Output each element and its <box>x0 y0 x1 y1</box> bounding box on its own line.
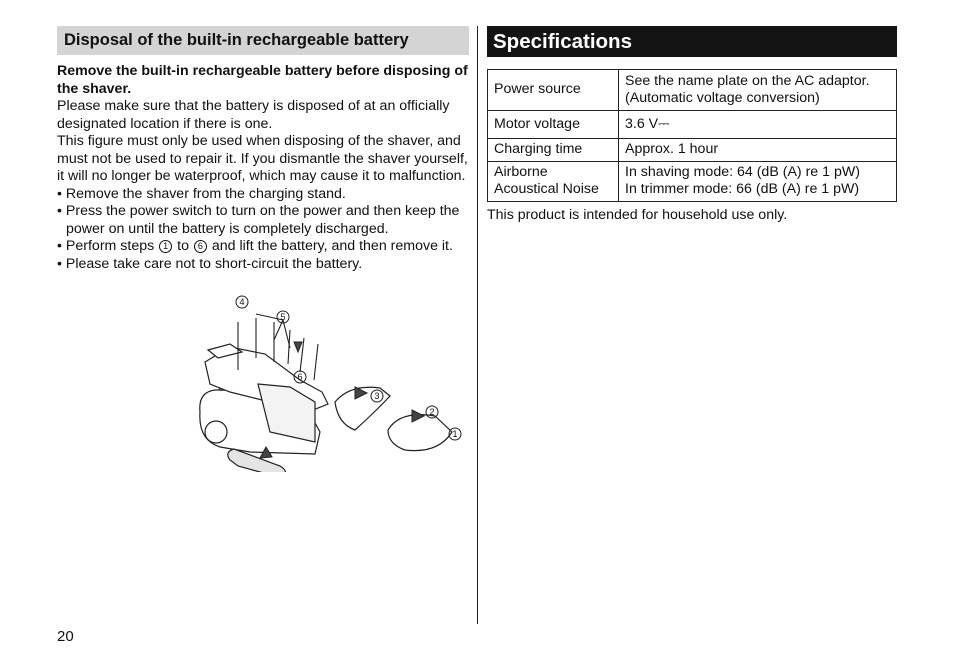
spec-value-noise-line1: In shaving mode: 64 (dB (A) re 1 pW) <box>625 163 860 180</box>
shaver-head-roller <box>205 421 227 443</box>
step-label-5: 5 <box>280 312 286 322</box>
step-label-3: 3 <box>374 391 380 401</box>
battery-removal-illustration <box>190 292 470 472</box>
lift-arrow-6 <box>294 342 302 352</box>
household-use-note: This product is intended for household use only. <box>487 206 788 223</box>
spec-label-noise <box>488 161 619 201</box>
leader-line-c <box>283 320 290 348</box>
spec-value-power-line2: (Automatic voltage conversion) <box>625 90 820 106</box>
spec-value-charging: Approx. 1 hour <box>619 139 897 162</box>
spec-value-power-line1: See the name plate on the AC adaptor. <box>625 72 870 89</box>
step-label-4: 4 <box>239 297 245 307</box>
bullet-short-circuit: • Please take care not to short-circuit the battery. <box>57 255 363 272</box>
disposal-section <box>57 26 469 273</box>
column-divider <box>477 26 478 624</box>
front-cover-shape <box>388 415 452 451</box>
step-first-number: 1 <box>159 240 172 253</box>
specifications-title: Specifications <box>487 26 897 57</box>
bullet-steps-mid: to <box>177 238 189 254</box>
page-number: 20 <box>57 628 74 645</box>
spec-value-motor-text: 3.6 V <box>625 115 659 132</box>
spec-value-power <box>619 70 897 111</box>
disposal-para-location: Please make sure that the battery is disposed of at an officially designated location if there is one. <box>57 98 450 132</box>
spec-label-motor: Motor voltage <box>488 111 619 139</box>
disposal-body <box>57 63 469 273</box>
dc-symbol-icon: ⎓ <box>658 115 670 132</box>
bullet-steps-pre: • Perform steps <box>57 238 155 254</box>
table-row <box>488 70 897 111</box>
spec-label-power: Power source <box>488 70 619 111</box>
table-row <box>488 111 897 139</box>
step-label-1: 1 <box>452 429 458 439</box>
bullet-remove-stand: • Remove the shaver from the charging stand. <box>57 185 346 202</box>
table-row <box>488 161 897 201</box>
spec-label-noise-line1: Airborne <box>494 163 548 180</box>
spec-label-noise-line2: Acoustical Noise <box>494 181 599 197</box>
specifications-table <box>487 69 897 202</box>
step-last-number: 6 <box>194 240 207 253</box>
leader-line-a <box>256 312 286 322</box>
step-label-6: 6 <box>297 372 303 382</box>
screw-line-6 <box>314 344 318 380</box>
spec-value-noise-line2: In trimmer mode: 66 (dB (A) re 1 pW) <box>625 181 860 197</box>
step-label-2: 2 <box>429 407 435 417</box>
disposal-intro: Remove the built-in rechargeable battery before disposing of the shaver. <box>57 63 468 97</box>
spec-label-charging: Charging time <box>488 139 619 162</box>
specifications-section <box>487 26 897 223</box>
table-row <box>488 139 897 162</box>
disposal-bullets <box>57 186 469 274</box>
bullet-discharge: • Press the power switch to turn on the power and then keep the power on until the battery is completely discharged. <box>57 203 460 237</box>
disposal-para-warning: This figure must only be used when disposing of the shaver, and must not be used to repair it. If you dismantle the shaver yourself, it will no longer be waterproof, which may cause it to malfunction. <box>57 133 468 184</box>
spec-value-motor <box>619 111 897 139</box>
bullet-perform-steps <box>57 238 469 256</box>
spec-value-noise <box>619 161 897 201</box>
bullet-steps-post: and lift the battery, and then remove it. <box>211 238 453 254</box>
disposal-heading: Disposal of the built-in rechargeable battery <box>57 26 469 55</box>
